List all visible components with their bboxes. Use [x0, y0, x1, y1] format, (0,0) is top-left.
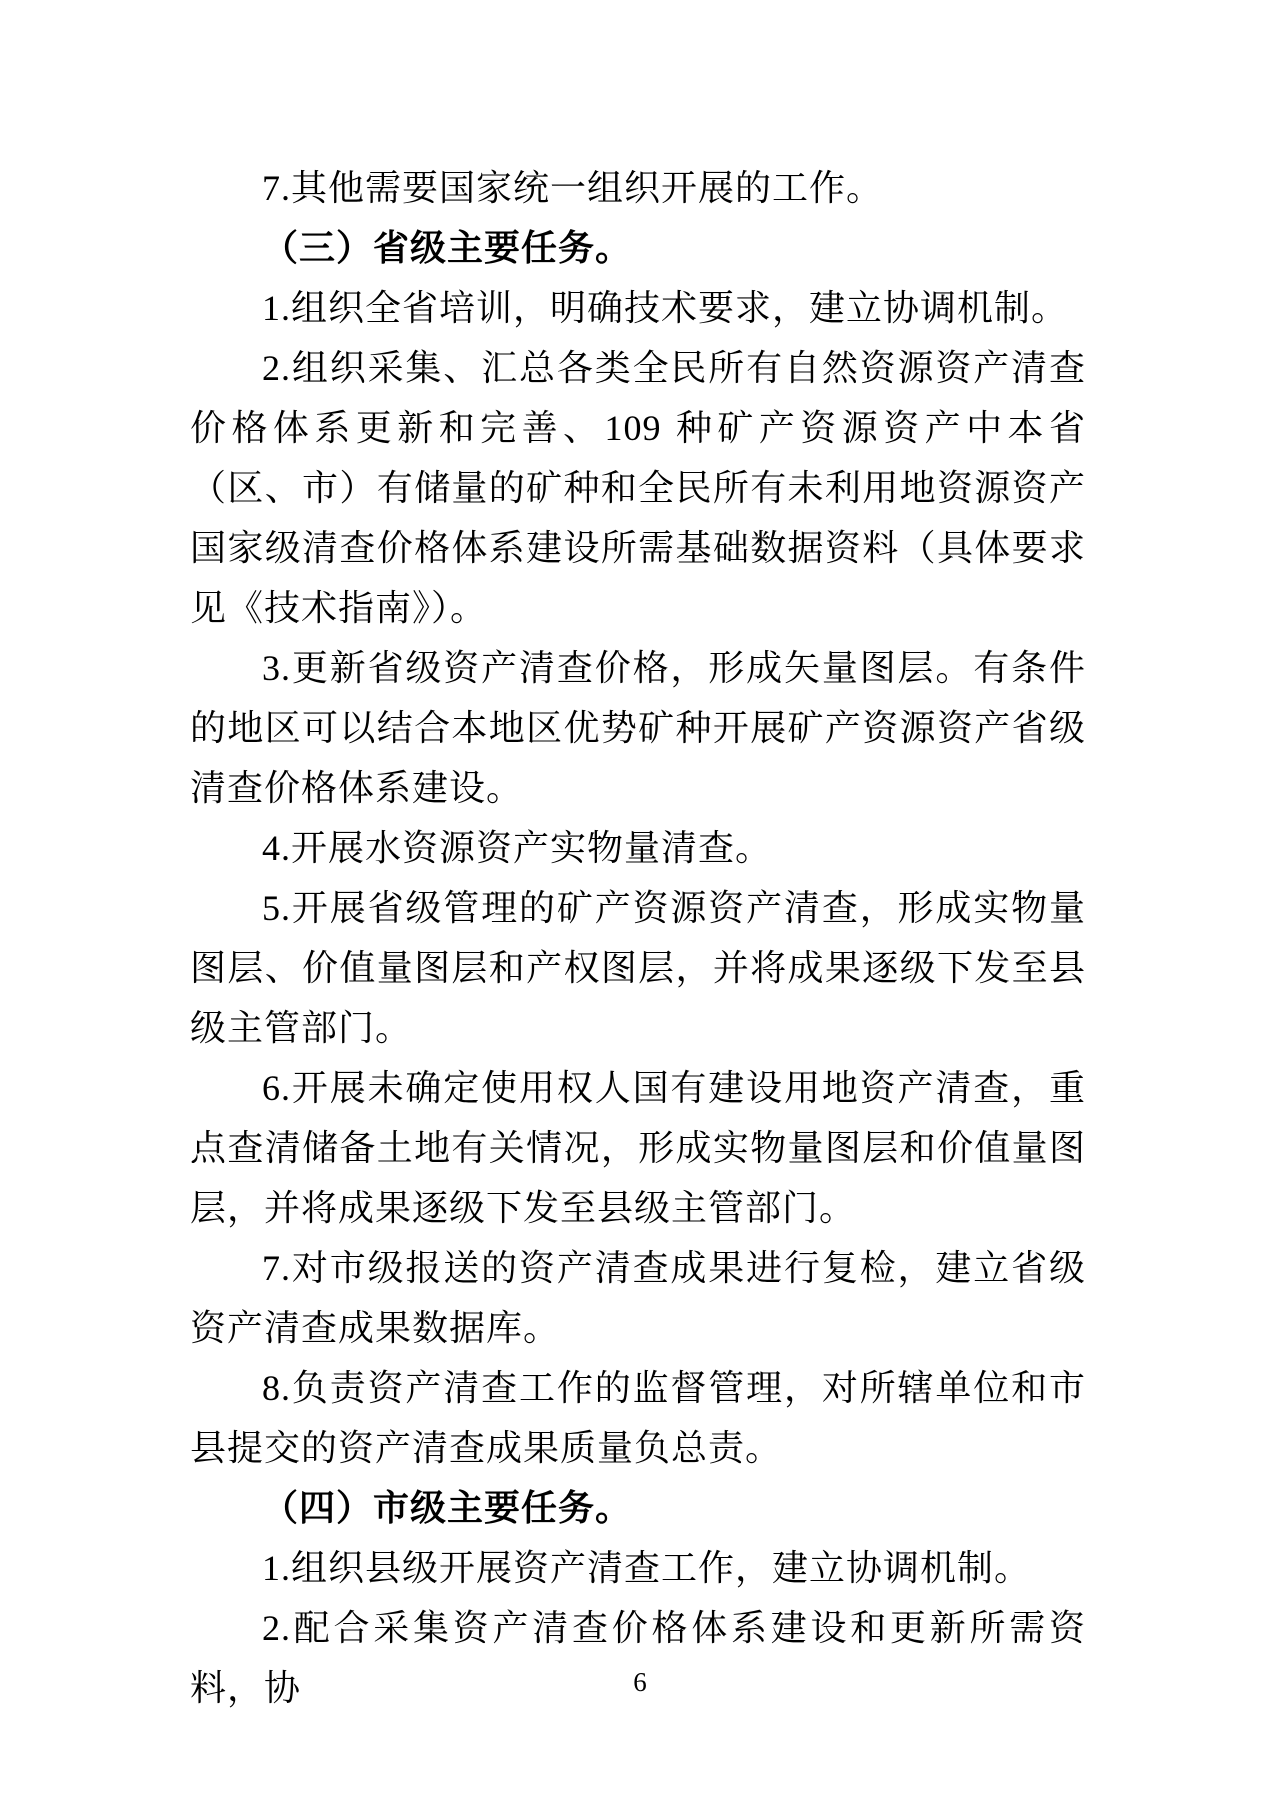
- paragraph: 7.其他需要国家统一组织开展的工作。: [262, 168, 884, 208]
- paragraph: 3.更新省级资产清查价格，形成矢量图层。有条件的地区可以结合本地区优势矿种开展矿产资源资产省级清查价格体系建设。: [190, 648, 1086, 808]
- paragraph: 1.组织全省培训，明确技术要求，建立协调机制。: [262, 288, 1069, 328]
- paragraph: 5.开展省级管理的矿产资源资产清查，形成实物量图层、价值量图层和产权图层，并将成果逐级下发至县级主管部门。: [190, 888, 1086, 1048]
- section-heading: （四）市级主要任务。: [262, 1488, 633, 1528]
- paragraph: 1.组织县级开展资产清查工作，建立协调机制。: [262, 1548, 1032, 1588]
- paragraph: 7.对市级报送的资产清查成果进行复检，建立省级资产清查成果数据库。: [190, 1248, 1086, 1348]
- paragraph: 2.组织采集、汇总各类全民所有自然资源资产清查价格体系更新和完善、109 种矿产资源资产中本省（区、市）有储量的矿种和全民所有未利用地资源资产国家级清查价格体系建设所需基础数据资料（具体要求见《技术指南》）。: [190, 348, 1086, 628]
- paragraph: 6.开展未确定使用权人国有建设用地资产清查，重点查清储备土地有关情况，形成实物量图层和价值量图层，并将成果逐级下发至县级主管部门。: [190, 1068, 1086, 1228]
- page-number: 6: [633, 1667, 647, 1697]
- paragraph: 2.配合采集资产清查价格体系建设和更新所需资料，协: [190, 1608, 1086, 1708]
- document-text-block: [190, 158, 1086, 1718]
- section-heading: （三）省级主要任务。: [262, 228, 633, 268]
- paragraph: 4.开展水资源资产实物量清查。: [262, 828, 773, 868]
- paragraph: 8.负责资产清查工作的监督管理，对所辖单位和市县提交的资产清查成果质量负总责。: [190, 1368, 1086, 1468]
